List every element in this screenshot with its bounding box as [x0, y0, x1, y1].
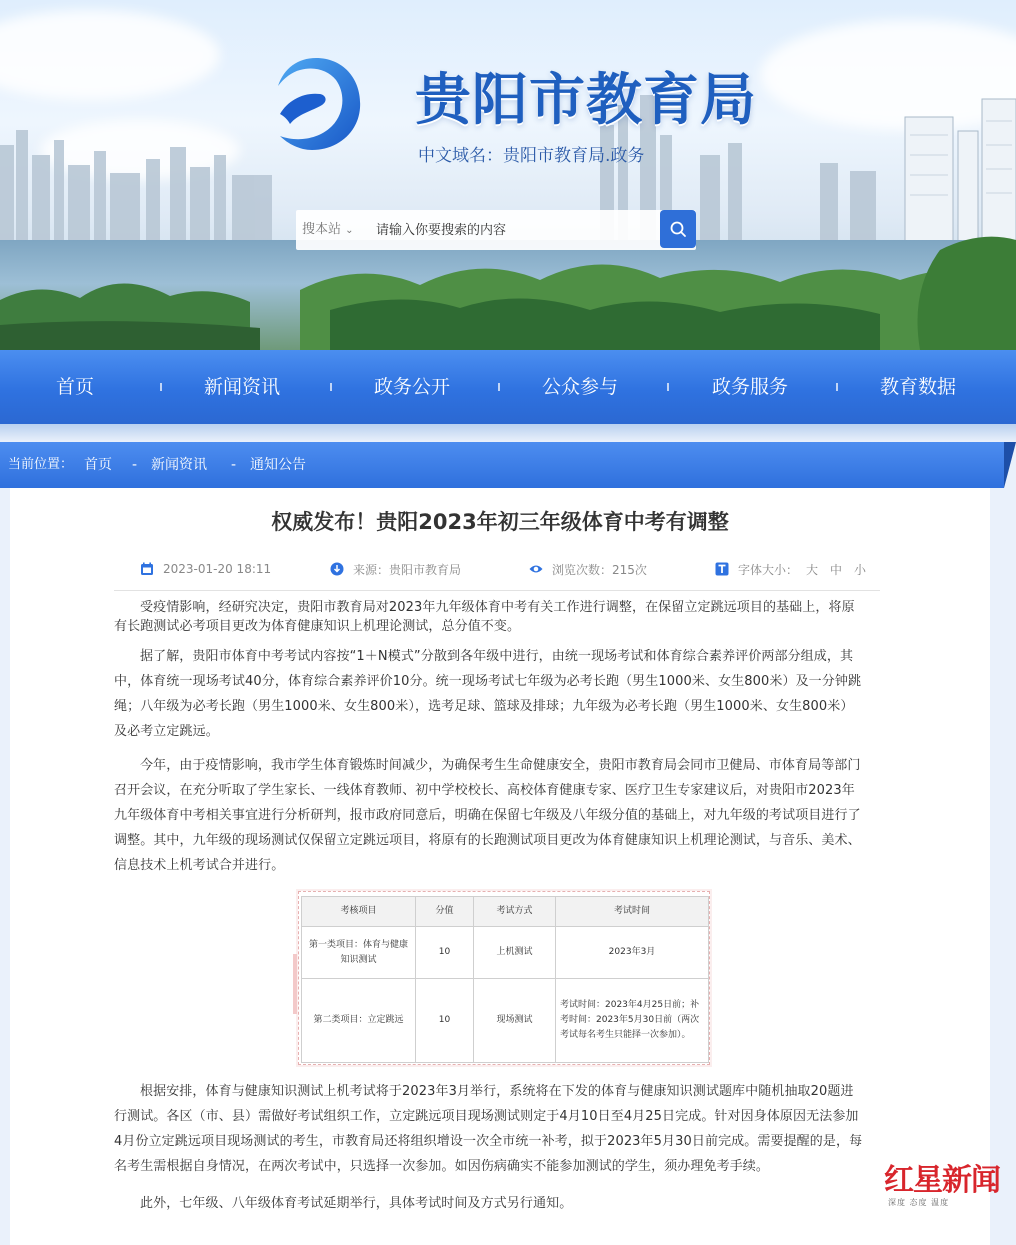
article-source — [330, 560, 461, 578]
table-cell: 第二类项目：立定跳远 — [302, 979, 416, 1063]
article-paragraph: 受疫情影响，经研究决定，贵阳市教育局对2023年九年级体育中考有关工作进行调整，在保留立定跳远项目的基础上，将原有长跑测试必考项目更改为体育健康知识上机理论测试，总分值不变。 — [114, 600, 855, 634]
education-bureau-logo — [266, 54, 366, 154]
domain-name-line: 中文域名：贵阳市教育局.政务 — [418, 146, 645, 166]
table-cell: 上机测试 — [474, 927, 556, 979]
exam-schedule-table-frame — [298, 891, 710, 1065]
table-cell: 现场测试 — [474, 979, 556, 1063]
breadcrumb-item-home[interactable]: 首页 — [84, 457, 112, 473]
watermark-slogan: 深度 态度 温度 — [888, 1198, 950, 1207]
search-box — [296, 210, 696, 250]
breadcrumb-item-notices[interactable]: 通知公告 — [250, 457, 306, 473]
nav-item-government-services[interactable]: 政务服务 — [712, 376, 789, 398]
article-panel — [10, 488, 990, 1245]
font-size-medium[interactable]: 中 — [830, 562, 843, 577]
table-cell: 10 — [416, 927, 474, 979]
font-size-large[interactable]: 大 — [806, 562, 819, 577]
breadcrumb-wing — [1004, 442, 1016, 488]
table-header-cell: 考试时间 — [556, 897, 709, 927]
article-views — [529, 560, 647, 578]
search-input[interactable] — [376, 214, 646, 246]
nav-item-government-affairs[interactable]: 政务公开 — [374, 376, 451, 398]
table-header-cell: 考核项目 — [302, 897, 416, 927]
main-nav — [0, 350, 1016, 424]
nav-item-news[interactable]: 新闻资讯 — [204, 376, 281, 398]
nav-separator — [836, 383, 838, 391]
article-date — [140, 560, 271, 578]
table-header-cell: 分值 — [416, 897, 474, 927]
search-button[interactable] — [660, 210, 696, 248]
red-star-news-watermark — [884, 1155, 1004, 1213]
watermark-logo-text: 红星新闻 — [884, 1163, 1000, 1198]
breadcrumb-separator: - — [231, 457, 237, 473]
nav-item-public-participation[interactable]: 公众参与 — [542, 376, 619, 398]
table-cell: 考试时间：2023年4月25日前；补考时间：2023年5月30日前（两次考试每名考生只能择一次参加）。 — [556, 979, 709, 1063]
font-size-label: 字体大小： — [738, 562, 799, 577]
font-size-small[interactable]: 小 — [854, 562, 867, 577]
article-date-text: 2023-01-20 18:11 — [163, 562, 272, 576]
nav-separator — [498, 383, 500, 391]
table-cell: 10 — [416, 979, 474, 1063]
table-header-cell: 考试方式 — [474, 897, 556, 927]
breadcrumb-prefix: 当前位置： — [8, 457, 74, 472]
article-paragraph: 根据安排，体育与健康知识测试上机考试将于2023年3月举行，系统将在下发的体育与健康知识测试题库中随机抽取20题进行测试。各区（市、县）需做好考试组织工作，立定跳远项目现场测试则定于4月10日至4月25日完成。针对因身体原因无法参加4月份立定跳远项目现场测试的考生，市教育局还将组织增设一次全市统一补考，拟于2023年5月30日前完成。需要提醒的是，每名考生需根据自身情况，在两次考试中，只选择一次参加。如因伤病确实不能参加测试的学生，须办理免考手续。 — [114, 1084, 863, 1174]
eye-icon — [529, 562, 543, 576]
search-scope-label: 搜本站 — [302, 222, 342, 237]
chevron-down-icon: ⌄ — [345, 225, 354, 236]
breadcrumb-item-news[interactable]: 新闻资讯 — [151, 457, 207, 473]
nav-separator — [160, 383, 162, 391]
font-size-icon — [715, 562, 729, 576]
table-header-row — [302, 897, 709, 927]
article-paragraph: 今年，由于疫情影响，我市学生体育锻炼时间减少，为确保考生生命健康安全，贵阳市教育局会同市卫健局、市体育局等部门召开会议，在充分听取了学生家长、一线体育教师、初中学校校长、高校体育健康专家、医疗卫生专家建议后，对贵阳市2023年九年级体育中考相关事宜进行分析研判，报市政府同意后，明确在保留七年级及八年级分值的基础上，对九年级的考试项目进行了调整。其中，九年级的现场测试仅保留立定跳远项目，将原有的长跑测试项目更改为体育健康知识上机理论测试，与音乐、美术、信息技术上机考试合并进行。 — [114, 758, 861, 873]
nav-shadow — [0, 424, 1016, 442]
table-row — [302, 927, 709, 979]
table-cell: 2023年3月 — [556, 927, 709, 979]
header-banner — [0, 0, 1016, 350]
search-scope-select[interactable] — [302, 210, 354, 250]
nav-item-education-data[interactable]: 教育数据 — [880, 376, 957, 398]
nav-separator — [667, 383, 669, 391]
nav-separator — [330, 383, 332, 391]
article-paragraph: 据了解，贵阳市体育中考考试内容按“1＋N模式”分散到各年级中进行，由统一现场考试和体育综合素养评价两部分组成，其中，体育统一现场考试40分，体育综合素养评价10分。统一现场考试七年级为必考长跑（男生1000米、女生800米）及一分钟跳绳；八年级为必考长跑（男生1000米、女生800米），选考足球、篮球及排球；九年级为必考长跑（男生1000米、女生800米）及必考立定跳远。 — [114, 649, 862, 739]
site-title: 贵阳市教育局 — [415, 68, 757, 133]
calendar-icon — [140, 562, 154, 576]
table-cell: 第一类项目：体育与健康知识测试 — [302, 927, 416, 979]
article-views-text: 浏览次数：215次 — [552, 562, 647, 577]
exam-schedule-table — [301, 896, 709, 1063]
table-row — [302, 979, 709, 1063]
breadcrumb — [0, 442, 1004, 488]
table-decoration — [293, 954, 297, 1014]
nav-item-home[interactable]: 首页 — [56, 376, 95, 398]
article-source-text: 来源：贵阳市教育局 — [353, 562, 462, 577]
article-title: 权威发布！贵阳2023年初三年级体育中考有调整 — [271, 510, 729, 534]
meta-divider — [114, 590, 880, 591]
article-paragraph: 此外，七年级、八年级体育考试延期举行，具体考试时间及方式另行通知。 — [140, 1196, 573, 1211]
breadcrumb-separator: - — [132, 457, 138, 473]
download-circle-icon — [330, 562, 344, 576]
font-size-control — [715, 560, 866, 578]
search-icon — [669, 220, 687, 238]
